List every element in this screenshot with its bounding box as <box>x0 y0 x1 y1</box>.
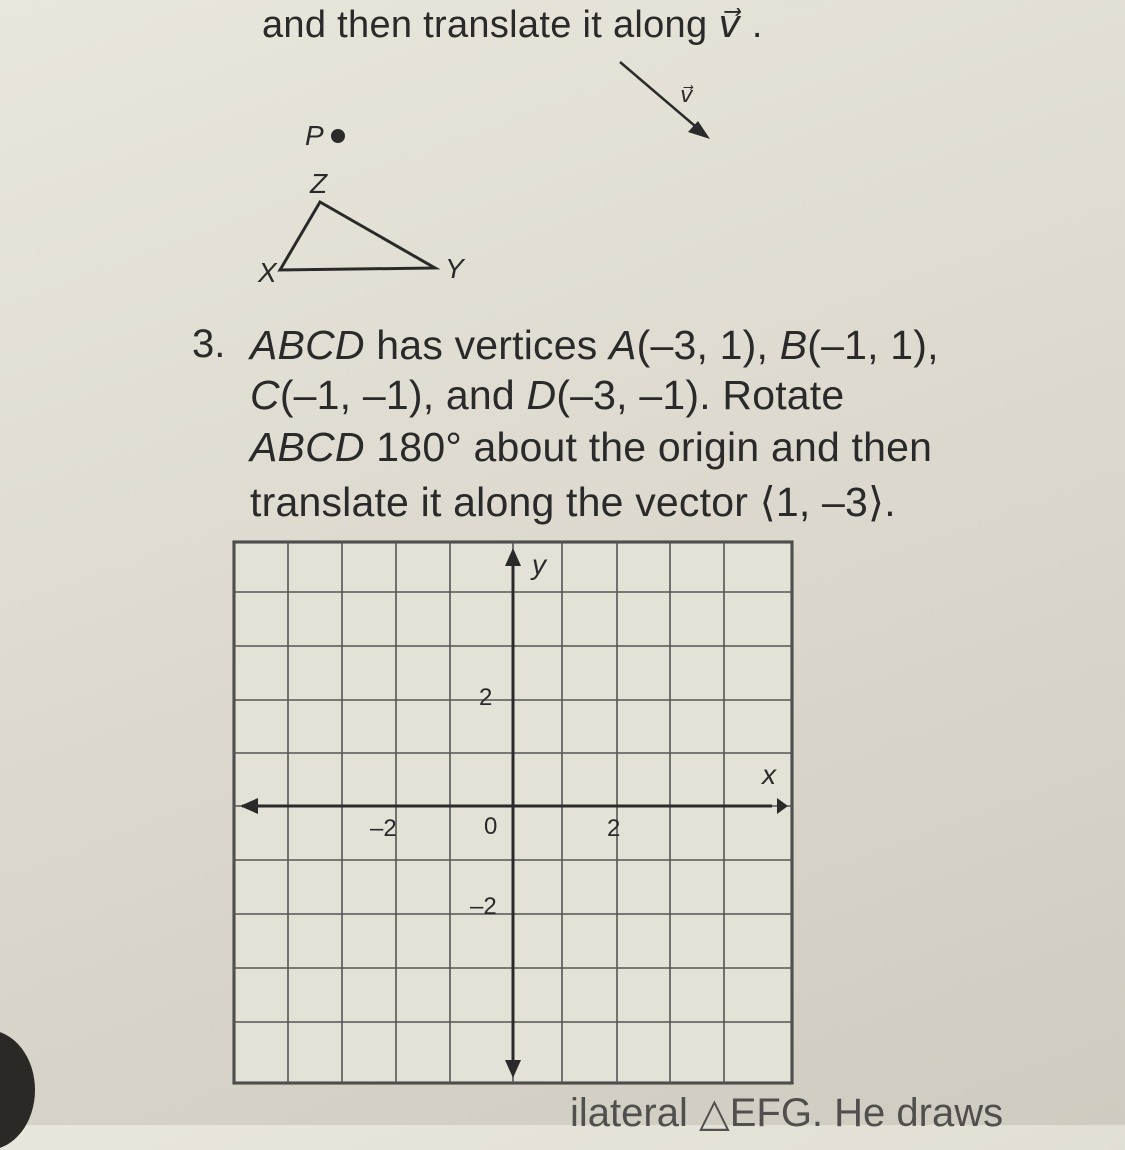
tick-x-neg2: –2 <box>370 815 397 842</box>
quad-name-2: ABCD <box>250 424 365 470</box>
grid-svg[interactable] <box>232 540 794 1085</box>
point-p-label: P <box>305 120 324 151</box>
vertex-a: A <box>609 322 637 368</box>
vertex-d-coords: (–3, –1). Rotate <box>556 372 845 418</box>
problem-line-1 <box>250 322 939 369</box>
tick-origin: 0 <box>484 813 498 840</box>
vertex-a-coords: (–3, 1), <box>636 322 780 368</box>
problem-line-2 <box>250 372 844 419</box>
tick-x-pos2: 2 <box>607 815 621 842</box>
rotation-text: 180° about the origin and then <box>364 424 933 470</box>
vertex-b-coords: (–1, 1), <box>807 322 939 368</box>
figure-diagram <box>240 50 740 300</box>
y-axis-label: y <box>532 549 546 580</box>
thumb-shadow <box>0 1030 35 1150</box>
vertex-x-label: X <box>258 257 277 288</box>
vector-label: v⃗ <box>680 82 694 107</box>
coordinate-grid[interactable] <box>232 540 794 1085</box>
instruction-line <box>262 2 763 47</box>
tick-y-neg2: –2 <box>470 893 497 920</box>
quad-name: ABCD <box>250 322 365 368</box>
vertex-y-label: Y <box>445 253 464 284</box>
vertex-d: D <box>526 372 557 418</box>
vertex-z-label: Z <box>310 168 328 199</box>
vertex-b: B <box>779 322 808 368</box>
problem-number: 3. <box>192 322 226 366</box>
line1-text: has vertices <box>364 322 610 368</box>
next-problem-fragment: ilateral △EFG. He draws <box>570 1091 1004 1135</box>
vertex-c-coords: (–1, –1), and <box>279 372 527 418</box>
point-p <box>331 129 345 143</box>
x-axis-label: x <box>762 759 776 790</box>
problem-line-4: translate it along the vector ⟨1, –3⟩. <box>250 479 896 525</box>
triangle-xyz <box>280 202 435 270</box>
problem-line-3 <box>250 424 932 471</box>
tick-y-pos2: 2 <box>479 684 493 711</box>
vector-symbol: v⃗ <box>718 4 742 46</box>
instruction-text: and then translate it along <box>262 4 708 46</box>
instruction-end: . <box>741 4 763 46</box>
vertex-c: C <box>250 372 280 418</box>
